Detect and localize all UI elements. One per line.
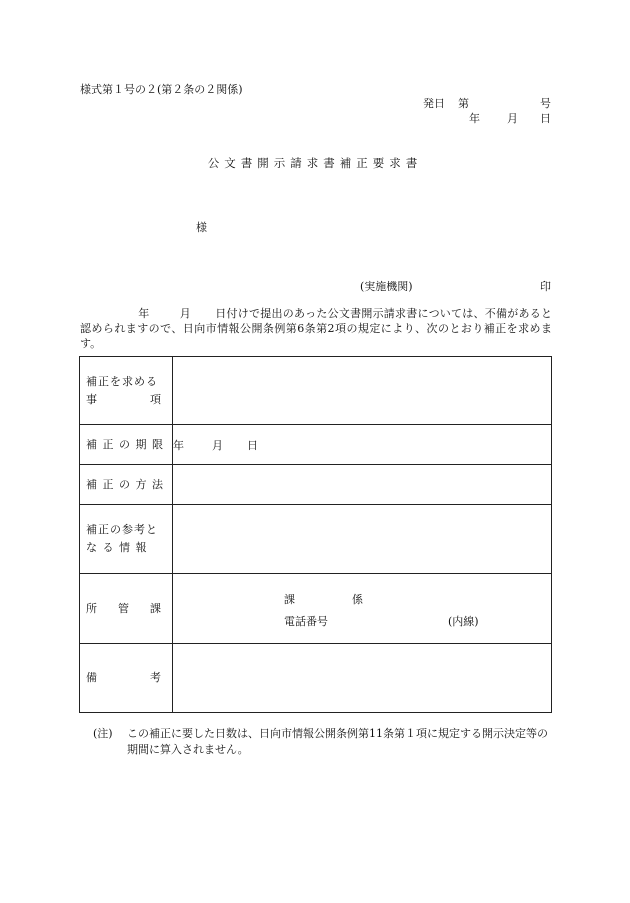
table-row	[80, 465, 552, 505]
remarks-label-char2: 考	[150, 671, 162, 684]
items-cell[interactable]	[173, 357, 552, 425]
document-title: 公文書開示請求書補正要求書	[207, 156, 423, 170]
dai-label: 第	[458, 97, 469, 110]
table-row	[80, 357, 552, 425]
month-label: 月	[507, 112, 518, 125]
reference-label-line2: な る 情 報	[86, 541, 148, 554]
items-label-line2	[86, 391, 162, 409]
reference-label	[80, 505, 173, 574]
remarks-label	[80, 644, 173, 713]
remarks-label-char1: 備	[86, 671, 98, 684]
phone-label: 電話番号	[284, 615, 328, 628]
deadline-year: 年	[173, 438, 184, 452]
section-label: 課	[284, 593, 295, 606]
items-label	[80, 357, 173, 425]
items-label-line1: 補正を求める	[86, 374, 158, 388]
request-body	[80, 306, 552, 351]
day-label: 日	[540, 112, 551, 125]
table-row	[80, 425, 552, 465]
deadline-cell[interactable]	[173, 425, 552, 465]
deadline-day: 日	[247, 438, 258, 452]
department-label-char3: 課	[150, 601, 162, 615]
issue-label: 発日	[423, 97, 445, 110]
remarks-cell[interactable]	[173, 644, 552, 713]
addressee-suffix: 様	[196, 221, 207, 234]
table-row	[80, 505, 552, 574]
footnote-mark: (注)	[93, 727, 113, 740]
correction-table	[79, 356, 552, 713]
department-label	[80, 574, 173, 644]
body-text: 日付けで提出のあった公文書開示請求書については、不備があると認められますので、日向市情報公開条例第6条第2項の規定により、次のとおり補正を求めます。	[80, 307, 553, 350]
table-row	[80, 574, 552, 644]
year-label: 年	[469, 112, 480, 125]
body-year: 年	[138, 307, 150, 320]
department-label-char1: 所	[86, 601, 98, 615]
department-label-char2: 管	[118, 601, 130, 615]
issuer-label: (実施機関)	[360, 280, 413, 293]
deadline-month: 月	[212, 438, 223, 452]
reference-cell[interactable]	[173, 505, 552, 574]
go-label: 号	[540, 97, 551, 110]
body-month: 月	[179, 307, 191, 320]
subsection-label: 係	[352, 593, 363, 606]
form-number: 様式第１号の２(第２条の２関係)	[80, 83, 243, 96]
method-label: 補 正 の 方 法	[80, 465, 173, 505]
footnote-text: この補正に要した日数は、日向市情報公開条例第11条第１項に規定する開示決定等の期間に算入されません。	[127, 727, 548, 756]
method-cell[interactable]	[173, 465, 552, 505]
deadline-label: 補 正 の 期 限	[80, 425, 173, 465]
extension-label: (内線)	[448, 615, 479, 628]
items-label-char2: 項	[150, 392, 162, 406]
items-label-char1: 事	[86, 392, 98, 406]
department-cell[interactable]	[173, 574, 552, 644]
table-row	[80, 644, 552, 713]
reference-label-line1: 補正の参考と	[86, 523, 158, 536]
seal-mark: 印	[540, 280, 551, 293]
